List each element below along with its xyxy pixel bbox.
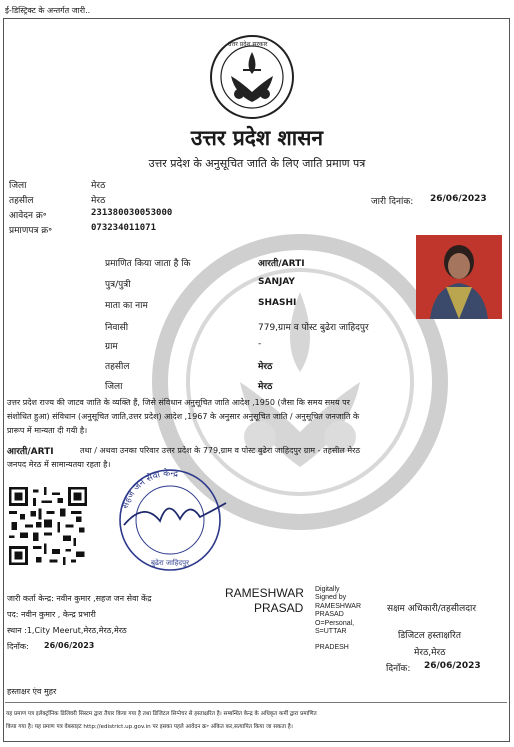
digital-signer-name-line2: PRASAD [254,601,304,615]
digital-sig-detail: Signed by [315,594,347,602]
issuer-date-value: 26/06/2023 [44,641,95,650]
digital-sig-detail: O=Personal, [315,619,355,627]
body-para1-line1: उत्तर प्रदेश राज्य की जाटव जाति के व्यक्ति हैं, जिसे संविधान अनुसूचित जाति आदेश ,1950 (जैसा कि समय समय पर [7,398,350,407]
district-value: मेरठ [91,181,106,191]
stamp-bottom-text: बुढेरा जाहिदपुर [151,559,189,567]
emblem-text: उत्तर प्रदेश सरकार [228,41,268,48]
authority-place: मेरठ,मेरठ [414,648,446,658]
detail-value-5: - [258,339,262,349]
authority-signed-text: डिजिटल हस्ताक्षरित [398,631,461,641]
stamp-arc-text: सहज जन सेवा केन्द्र [120,468,179,511]
digital-sig-detail: Digitally [315,586,340,593]
tehsil-label: तहसील [9,196,34,206]
digital-signature-details [315,586,361,653]
top-note: ई-डिस्ट्रिक्ट के अन्तर्गत जारी.. [5,6,91,15]
issuing-center: जारी कर्ता केन्द्र: नवीन कुमार ,सहज जन सेवा केंद्र [7,594,152,603]
detail-label-6: तहसील [105,362,130,372]
page-title: उत्तर प्रदेश शासन [190,126,324,150]
body-para1-line2: संशोधित हुआ) संविधान (अनुसूचित जाति,उत्तर प्रदेश) आदेश ,1967 के अनुसार अनुसूचित जाति / अनुसूचित जनजाति के [7,412,360,421]
certificate-no-label: प्रमाणपत्र क्र॰ [9,226,53,236]
tehsil-value: मेरठ [91,196,106,206]
application-label: आवेदन क्र॰ [9,211,47,221]
detail-label-4: निवासी [105,323,129,333]
issue-date-value: 26/06/2023 [430,194,487,204]
detail-label-7: जिला [105,382,123,392]
issue-date-label: जारी दिनांक: [371,197,414,207]
authority-title: सक्षम अधिकारी/तहसीलदार [387,604,477,614]
footer-divider [5,702,507,703]
footer-line-2: किया गया है। यह प्रमाण पत्र वेबसाइट http://edistrict.up.gov.in पर इसका पहले आवेदन क्र॰ अंकित कर,सत्यापित किया जा सकता है। [6,724,293,730]
center-seal-stamp [104,467,236,573]
body-para2-line2: जनपद मेरठ में सामान्यतया रहता है। [7,460,111,469]
digital-sig-detail: S=UTTAR [315,628,347,636]
digital-sig-detail: RAMESHWAR [315,602,362,610]
detail-value-1: आरती/ARTI [258,259,305,269]
certificate-no-value: 073234011071 [91,223,157,233]
body-para2-name: आरती/ARTI [7,447,54,457]
authority-date-value: 26/06/2023 [424,661,481,671]
detail-value-3: SHASHI [258,298,297,308]
detail-value-6: मेरठ [258,362,273,372]
verification-qr-code [9,487,87,565]
issuer-designation: पद: नवीन कुमार , केन्द्र प्रभारी [7,610,96,619]
detail-label-3: माता का नाम [105,301,148,311]
body-para2-line1: तथा / अथवा उनका परिवार उत्तर प्रदेश के 779,ग्राम व पोस्ट बुढेरा जाहिदपुर ग्राम - तहसील मेरठ [80,446,361,455]
digital-signer-name-line1: RAMESHWAR [225,586,304,600]
applicant-photo [416,235,502,319]
application-value: 231380030053000 [91,208,173,218]
detail-value-2: SANJAY [258,277,295,287]
svg-text:सहज जन सेवा केन्द्र [121,467,179,510]
authority-date-label: दिनाँक: [386,664,411,674]
body-para1-line3: प्रारूप में मान्यता दी गयी है। [7,426,88,435]
issuer-place: स्थान :1,City Meerut,मेरठ,मेरठ,मेरठ [7,626,127,635]
signature-seal-label: हस्ताक्षर एंव मुहर [7,687,57,696]
footer-line-1: यह प्रमाण पत्र इलेक्ट्रॉनिक डिलिवरी सिस्टम द्वारा तैयार किया गया है तथा डिजिटल सिग्नेचर से हस्ताक्षरित है। सम्बन्धित केन्द्र के अधिकृत कर्मी द्वारा प्रमाणित [6,711,317,717]
district-label: जिला [9,181,27,191]
detail-label-5: ग्राम [105,342,118,352]
detail-label-2: पुत्र/पुत्री [105,280,131,290]
certificate-subtitle: उत्तर प्रदेश के अनुसूचित जाति के लिए जाति प्रमाण पत्र [148,157,366,170]
issuer-date-label: दिनाँक: [7,642,29,651]
detail-value-7: मेरठ [258,382,273,392]
digital-sig-detail: PRADESH [315,644,349,652]
digital-sig-detail: PRASAD [315,611,344,619]
detail-value-4: 779,ग्राम व पोस्ट बुढेरा जाहिदपुर [258,323,369,333]
detail-label-1: प्रमाणित किया जाता है कि [105,259,191,269]
